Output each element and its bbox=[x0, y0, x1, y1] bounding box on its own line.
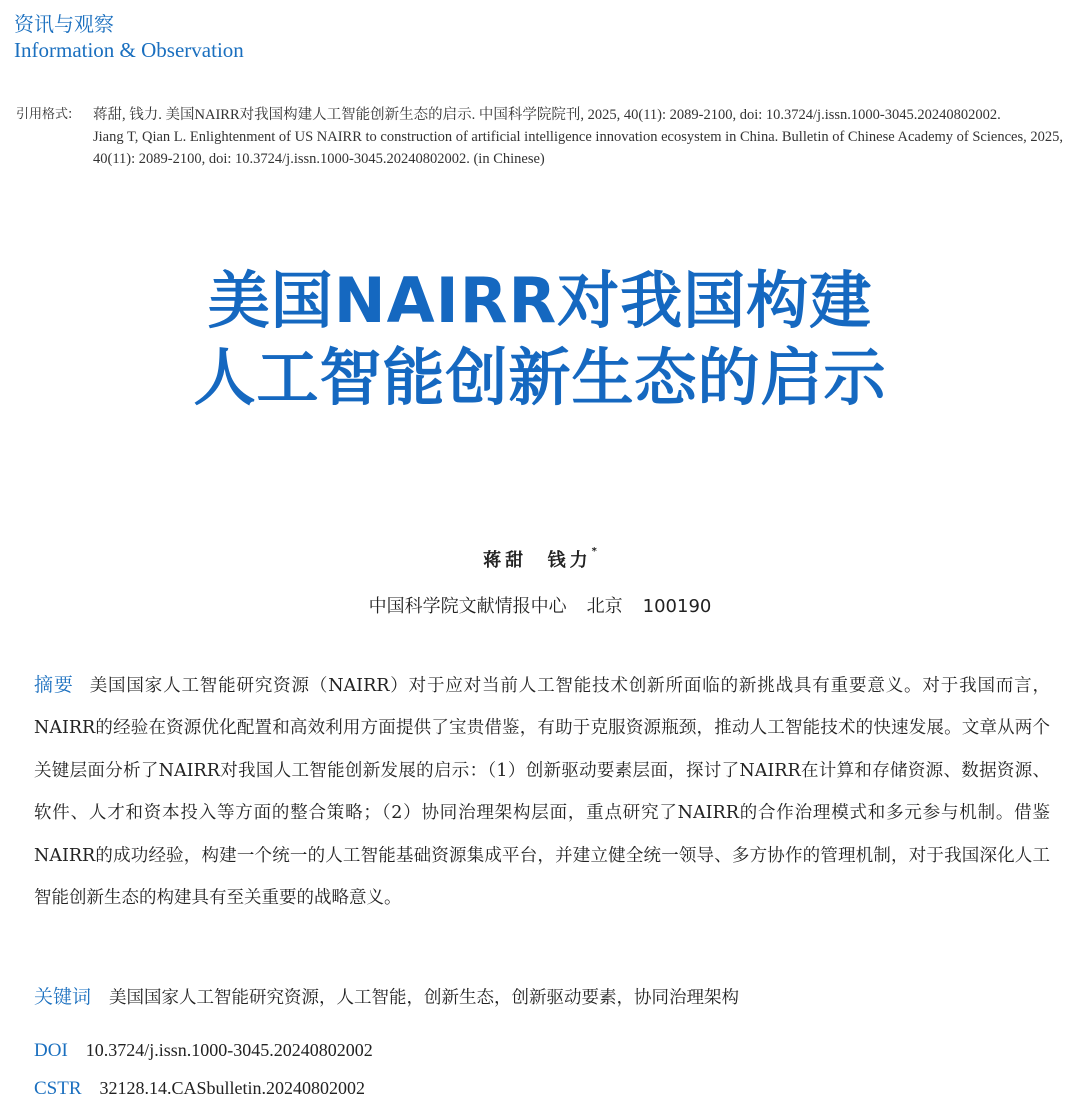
abstract bbox=[34, 664, 1050, 919]
corresponding-mark: * bbox=[591, 546, 597, 557]
abstract-label: 摘要 bbox=[34, 674, 74, 696]
affiliation-zip: 100190 bbox=[642, 596, 712, 617]
keywords-text: 美国国家人工智能研究资源，人工智能，创新生态，创新驱动要素，协同治理架构 bbox=[109, 988, 740, 1008]
title-line-2: 人工智能创新生态的启示 bbox=[193, 341, 887, 414]
keywords-label: 关键词 bbox=[34, 986, 92, 1008]
article-title bbox=[0, 262, 1080, 416]
citation-cn: 蒋甜, 钱力. 美国NAIRR对我国构建人工智能创新生态的启示. 中国科学院院刊, 2025, 40(11): 2089-2100, doi: 10.3724/j.issn.1000-3045.20240802002. bbox=[93, 107, 1001, 123]
doi-value[interactable]: 10.3724/j.issn.1000-3045.20240802002 bbox=[85, 1040, 373, 1060]
author-names: 蒋甜 钱力 bbox=[483, 550, 592, 571]
authors bbox=[0, 546, 1080, 572]
title-line-1: 美国NAIRR对我国构建 bbox=[207, 264, 873, 337]
section-title-cn: 资讯与观察 bbox=[14, 12, 114, 36]
section-title-en: Information & Observation bbox=[14, 38, 244, 62]
doi-label: DOI bbox=[34, 1040, 68, 1061]
citation-block bbox=[16, 104, 1068, 170]
citation-en: Jiang T, Qian L. Enlightenment of US NAIRR to construction of artificial intelligence innovation ecosystem in China. Bulletin of Chinese Academy of Sciences, 2025, 40(11): 2089-2100, doi: 10.3724/j.issn.1000-3045.20240802002. (in Chinese) bbox=[93, 129, 1063, 167]
abstract-text: 美国国家人工智能研究资源（NAIRR）对于应对当前人工智能技术创新所面临的新挑战具有重要意义。对于我国而言，NAIRR的经验在资源优化配置和高效利用方面提供了宝贵借鉴，有助于克服资源瓶颈，推动人工智能技术的快速发展。文章从两个关键层面分析了NAIRR对我国人工智能创新发展的启示：（1）创新驱动要素层面，探讨了NAIRR在计算和存储资源、数据资源、软件、人才和资本投入等方面的整合策略；（2）协同治理架构层面，重点研究了NAIRR的合作治理模式和多元参与机制。借鉴NAIRR的成功经验，构建一个统一的人工智能基础资源集成平台，并建立健全统一领导、多方协作的管理机制，对于我国深化人工智能创新生态的构建具有至关重要的战略意义。 bbox=[34, 676, 1050, 909]
doi-line bbox=[34, 1040, 373, 1062]
cstr-label: CSTR bbox=[34, 1078, 82, 1099]
affiliation bbox=[0, 592, 1080, 618]
cstr-value: 32128.14.CASbulletin.20240802002 bbox=[99, 1078, 366, 1098]
keywords bbox=[34, 982, 1050, 1009]
affiliation-city: 北京 bbox=[586, 596, 623, 617]
cstr-line bbox=[34, 1078, 365, 1100]
affiliation-org: 中国科学院文献情报中心 bbox=[368, 596, 567, 617]
citation-label: 引用格式: bbox=[16, 107, 73, 122]
